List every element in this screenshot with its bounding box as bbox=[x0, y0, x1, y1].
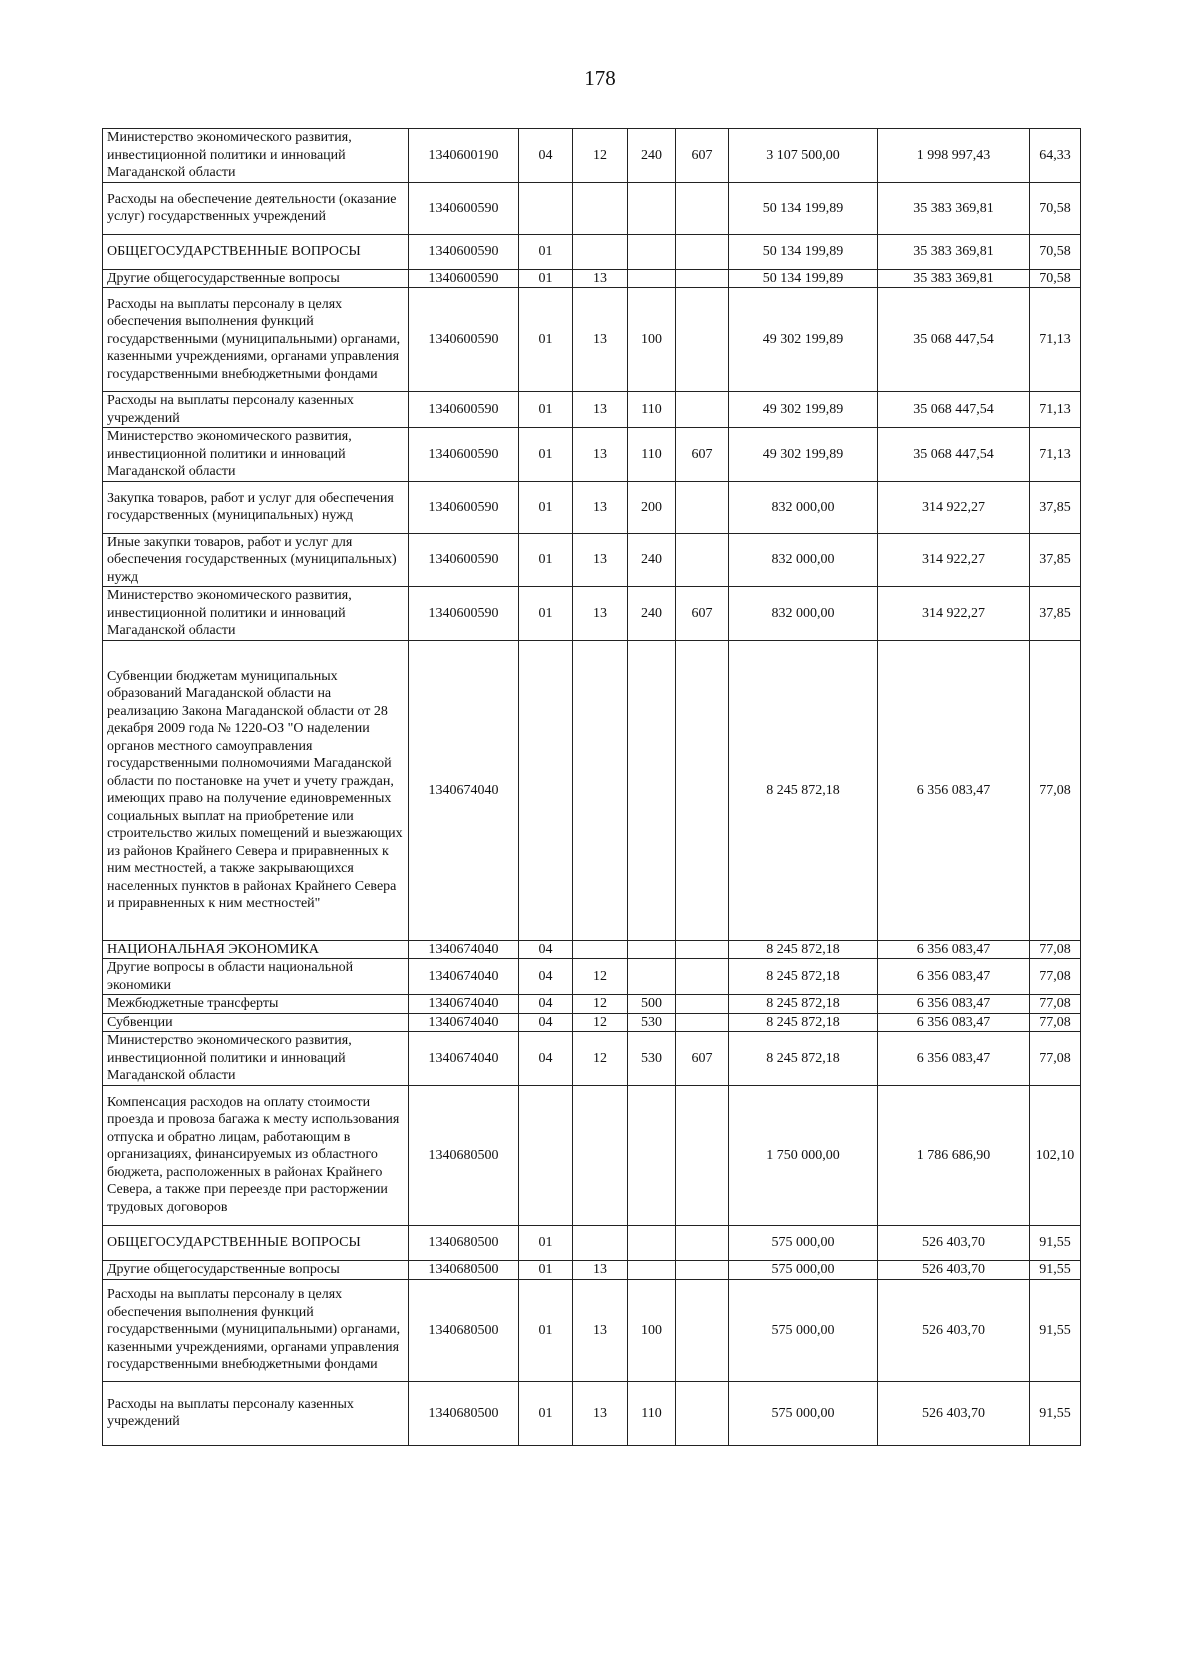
row-name: Министерство экономического развития, инвестиционной политики и инноваций Магаданской области bbox=[103, 587, 409, 641]
row-administrator: 607 bbox=[676, 1032, 729, 1086]
row-fact: 526 403,70 bbox=[878, 1225, 1030, 1260]
row-subsection bbox=[573, 182, 628, 234]
table-row bbox=[103, 940, 1081, 959]
row-fact: 526 403,70 bbox=[878, 1260, 1030, 1279]
row-target-article: 1340674040 bbox=[409, 1013, 519, 1032]
row-expense-type bbox=[628, 959, 676, 995]
row-section bbox=[519, 1085, 573, 1225]
row-administrator bbox=[676, 1279, 729, 1381]
row-percent: 91,55 bbox=[1030, 1381, 1081, 1445]
table-row bbox=[103, 533, 1081, 587]
row-plan: 8 245 872,18 bbox=[729, 959, 878, 995]
row-target-article: 1340600590 bbox=[409, 288, 519, 392]
row-subsection: 13 bbox=[573, 392, 628, 428]
row-expense-type: 240 bbox=[628, 587, 676, 641]
table-row bbox=[103, 428, 1081, 482]
row-percent: 71,13 bbox=[1030, 392, 1081, 428]
table-body bbox=[103, 129, 1081, 1446]
row-plan: 832 000,00 bbox=[729, 481, 878, 533]
row-percent: 77,08 bbox=[1030, 640, 1081, 940]
row-percent: 91,55 bbox=[1030, 1279, 1081, 1381]
row-administrator bbox=[676, 940, 729, 959]
row-plan: 50 134 199,89 bbox=[729, 269, 878, 288]
row-expense-type: 110 bbox=[628, 1381, 676, 1445]
row-expense-type: 100 bbox=[628, 288, 676, 392]
row-plan: 49 302 199,89 bbox=[729, 288, 878, 392]
row-expense-type bbox=[628, 940, 676, 959]
row-plan: 50 134 199,89 bbox=[729, 234, 878, 269]
row-plan: 49 302 199,89 bbox=[729, 428, 878, 482]
row-fact: 35 383 369,81 bbox=[878, 269, 1030, 288]
row-expense-type bbox=[628, 1225, 676, 1260]
row-expense-type: 240 bbox=[628, 129, 676, 183]
row-administrator bbox=[676, 995, 729, 1014]
row-percent: 91,55 bbox=[1030, 1225, 1081, 1260]
row-administrator bbox=[676, 288, 729, 392]
row-section: 01 bbox=[519, 1260, 573, 1279]
row-fact: 35 383 369,81 bbox=[878, 234, 1030, 269]
row-subsection bbox=[573, 1225, 628, 1260]
row-percent: 71,13 bbox=[1030, 428, 1081, 482]
row-plan: 575 000,00 bbox=[729, 1381, 878, 1445]
row-plan: 8 245 872,18 bbox=[729, 640, 878, 940]
row-plan: 8 245 872,18 bbox=[729, 940, 878, 959]
row-section: 01 bbox=[519, 533, 573, 587]
row-section: 04 bbox=[519, 1032, 573, 1086]
row-plan: 832 000,00 bbox=[729, 587, 878, 641]
row-administrator bbox=[676, 1085, 729, 1225]
row-fact: 314 922,27 bbox=[878, 587, 1030, 641]
row-administrator bbox=[676, 481, 729, 533]
row-administrator bbox=[676, 1013, 729, 1032]
row-administrator bbox=[676, 1381, 729, 1445]
row-subsection: 13 bbox=[573, 587, 628, 641]
row-percent: 37,85 bbox=[1030, 533, 1081, 587]
row-target-article: 1340674040 bbox=[409, 940, 519, 959]
row-fact: 6 356 083,47 bbox=[878, 640, 1030, 940]
row-subsection: 12 bbox=[573, 995, 628, 1014]
row-name: ОБЩЕГОСУДАРСТВЕННЫЕ ВОПРОСЫ bbox=[103, 234, 409, 269]
row-section: 01 bbox=[519, 392, 573, 428]
row-percent: 77,08 bbox=[1030, 959, 1081, 995]
row-plan: 8 245 872,18 bbox=[729, 1032, 878, 1086]
row-name: Компенсация расходов на оплату стоимости проезда и провоза багажа к месту использования отпуска и обратно лицам, работающим в организациях, финансируемых из областного бюджета, расположенных в районах Крайнего Севера, а также при переезде при расторжении трудовых договоров bbox=[103, 1085, 409, 1225]
row-percent: 64,33 bbox=[1030, 129, 1081, 183]
row-plan: 50 134 199,89 bbox=[729, 182, 878, 234]
table-row bbox=[103, 1085, 1081, 1225]
row-percent: 77,08 bbox=[1030, 940, 1081, 959]
row-target-article: 1340600590 bbox=[409, 481, 519, 533]
row-section bbox=[519, 640, 573, 940]
row-subsection: 13 bbox=[573, 1260, 628, 1279]
row-target-article: 1340680500 bbox=[409, 1279, 519, 1381]
row-fact: 526 403,70 bbox=[878, 1381, 1030, 1445]
row-expense-type: 530 bbox=[628, 1032, 676, 1086]
row-percent: 70,58 bbox=[1030, 182, 1081, 234]
row-expense-type bbox=[628, 234, 676, 269]
row-expense-type bbox=[628, 1260, 676, 1279]
row-administrator bbox=[676, 392, 729, 428]
table-row bbox=[103, 1260, 1081, 1279]
row-administrator bbox=[676, 182, 729, 234]
page-number: 178 bbox=[584, 66, 616, 90]
row-section: 01 bbox=[519, 481, 573, 533]
row-plan: 575 000,00 bbox=[729, 1225, 878, 1260]
row-administrator: 607 bbox=[676, 428, 729, 482]
row-name: Межбюджетные трансферты bbox=[103, 995, 409, 1014]
row-administrator bbox=[676, 1260, 729, 1279]
row-target-article: 1340680500 bbox=[409, 1260, 519, 1279]
table-row bbox=[103, 234, 1081, 269]
row-expense-type bbox=[628, 182, 676, 234]
row-fact: 1 998 997,43 bbox=[878, 129, 1030, 183]
row-subsection bbox=[573, 234, 628, 269]
row-expense-type bbox=[628, 269, 676, 288]
row-section: 01 bbox=[519, 587, 573, 641]
row-expense-type: 110 bbox=[628, 428, 676, 482]
row-plan: 1 750 000,00 bbox=[729, 1085, 878, 1225]
row-section: 01 bbox=[519, 234, 573, 269]
row-fact: 526 403,70 bbox=[878, 1279, 1030, 1381]
row-administrator bbox=[676, 959, 729, 995]
row-target-article: 1340674040 bbox=[409, 959, 519, 995]
row-percent: 102,10 bbox=[1030, 1085, 1081, 1225]
row-section: 01 bbox=[519, 1279, 573, 1381]
row-plan: 49 302 199,89 bbox=[729, 392, 878, 428]
row-plan: 832 000,00 bbox=[729, 533, 878, 587]
row-subsection: 12 bbox=[573, 1032, 628, 1086]
table-row bbox=[103, 995, 1081, 1014]
row-name: Расходы на выплаты персоналу казенных учреждений bbox=[103, 392, 409, 428]
row-expense-type: 240 bbox=[628, 533, 676, 587]
row-administrator bbox=[676, 640, 729, 940]
row-administrator bbox=[676, 533, 729, 587]
row-name: Закупка товаров, работ и услуг для обеспечения государственных (муниципальных) нужд bbox=[103, 481, 409, 533]
row-name: Министерство экономического развития, инвестиционной политики и инноваций Магаданской области bbox=[103, 428, 409, 482]
table-row bbox=[103, 640, 1081, 940]
row-fact: 6 356 083,47 bbox=[878, 959, 1030, 995]
row-name: Расходы на выплаты персоналу казенных учреждений bbox=[103, 1381, 409, 1445]
row-percent: 77,08 bbox=[1030, 1013, 1081, 1032]
row-fact: 6 356 083,47 bbox=[878, 1032, 1030, 1086]
row-section: 01 bbox=[519, 269, 573, 288]
row-name: Другие общегосударственные вопросы bbox=[103, 1260, 409, 1279]
row-percent: 37,85 bbox=[1030, 587, 1081, 641]
row-fact: 35 383 369,81 bbox=[878, 182, 1030, 234]
row-plan: 8 245 872,18 bbox=[729, 995, 878, 1014]
row-target-article: 1340680500 bbox=[409, 1085, 519, 1225]
row-expense-type: 110 bbox=[628, 392, 676, 428]
row-subsection: 13 bbox=[573, 481, 628, 533]
row-target-article: 1340600590 bbox=[409, 182, 519, 234]
row-target-article: 1340600590 bbox=[409, 269, 519, 288]
row-subsection: 13 bbox=[573, 533, 628, 587]
row-administrator bbox=[676, 269, 729, 288]
row-percent: 70,58 bbox=[1030, 269, 1081, 288]
row-fact: 35 068 447,54 bbox=[878, 428, 1030, 482]
table-row bbox=[103, 587, 1081, 641]
row-plan: 3 107 500,00 bbox=[729, 129, 878, 183]
row-name: Другие общегосударственные вопросы bbox=[103, 269, 409, 288]
row-subsection bbox=[573, 640, 628, 940]
row-target-article: 1340600590 bbox=[409, 587, 519, 641]
row-name: Субвенции bbox=[103, 1013, 409, 1032]
row-subsection: 13 bbox=[573, 1381, 628, 1445]
row-name: НАЦИОНАЛЬНАЯ ЭКОНОМИКА bbox=[103, 940, 409, 959]
row-subsection bbox=[573, 1085, 628, 1225]
table-row bbox=[103, 288, 1081, 392]
row-target-article: 1340674040 bbox=[409, 995, 519, 1014]
table-row bbox=[103, 1225, 1081, 1260]
table-row bbox=[103, 1279, 1081, 1381]
row-name: Субвенции бюджетам муниципальных образований Магаданской области на реализацию Закона Магаданской области от 28 декабря 2009 года № 1220-ОЗ "О наделении органов местного самоуправления государственными полномочиями Магаданской области по постановке на учет и учету граждан, имеющих право на получение единовременных социальных выплат на приобретение или строительство жилых помещений и выезжающих из районов Крайнего Севера и приравненных к ним местностей, а также закрывающихся населенных пунктов в районах Крайнего Севера и приравненных к ним местностей" bbox=[103, 640, 409, 940]
row-target-article: 1340600190 bbox=[409, 129, 519, 183]
row-plan: 575 000,00 bbox=[729, 1279, 878, 1381]
row-percent: 71,13 bbox=[1030, 288, 1081, 392]
row-target-article: 1340600590 bbox=[409, 428, 519, 482]
row-name: Иные закупки товаров, работ и услуг для обеспечения государственных (муниципальных) нужд bbox=[103, 533, 409, 587]
row-fact: 6 356 083,47 bbox=[878, 1013, 1030, 1032]
row-name: Расходы на выплаты персоналу в целях обеспечения выполнения функций государственными (муниципальными) органами, казенными учреждениями, органами управления государственными внебюджетными фондами bbox=[103, 288, 409, 392]
row-target-article: 1340680500 bbox=[409, 1225, 519, 1260]
row-expense-type bbox=[628, 1085, 676, 1225]
row-target-article: 1340600590 bbox=[409, 234, 519, 269]
row-name: Министерство экономического развития, инвестиционной политики и инноваций Магаданской области bbox=[103, 129, 409, 183]
row-administrator bbox=[676, 1225, 729, 1260]
row-section: 04 bbox=[519, 129, 573, 183]
row-fact: 314 922,27 bbox=[878, 481, 1030, 533]
row-target-article: 1340600590 bbox=[409, 392, 519, 428]
table-row bbox=[103, 1013, 1081, 1032]
row-name: Министерство экономического развития, инвестиционной политики и инноваций Магаданской области bbox=[103, 1032, 409, 1086]
row-section: 04 bbox=[519, 940, 573, 959]
row-percent: 70,58 bbox=[1030, 234, 1081, 269]
table-row bbox=[103, 1381, 1081, 1445]
row-section: 01 bbox=[519, 288, 573, 392]
row-expense-type: 530 bbox=[628, 1013, 676, 1032]
row-fact: 35 068 447,54 bbox=[878, 288, 1030, 392]
row-target-article: 1340680500 bbox=[409, 1381, 519, 1445]
row-expense-type: 200 bbox=[628, 481, 676, 533]
row-fact: 1 786 686,90 bbox=[878, 1085, 1030, 1225]
row-subsection bbox=[573, 940, 628, 959]
row-expense-type: 100 bbox=[628, 1279, 676, 1381]
row-percent: 77,08 bbox=[1030, 1032, 1081, 1086]
row-percent: 37,85 bbox=[1030, 481, 1081, 533]
budget-table bbox=[102, 128, 1081, 1446]
row-fact: 6 356 083,47 bbox=[878, 940, 1030, 959]
row-name: Расходы на обеспечение деятельности (оказание услуг) государственных учреждений bbox=[103, 182, 409, 234]
table-row bbox=[103, 959, 1081, 995]
row-fact: 35 068 447,54 bbox=[878, 392, 1030, 428]
row-subsection: 12 bbox=[573, 129, 628, 183]
row-section: 01 bbox=[519, 1381, 573, 1445]
row-subsection: 13 bbox=[573, 1279, 628, 1381]
row-subsection: 12 bbox=[573, 959, 628, 995]
row-administrator: 607 bbox=[676, 129, 729, 183]
row-section bbox=[519, 182, 573, 234]
row-expense-type bbox=[628, 640, 676, 940]
table-row bbox=[103, 269, 1081, 288]
row-subsection: 13 bbox=[573, 269, 628, 288]
row-administrator bbox=[676, 234, 729, 269]
row-section: 04 bbox=[519, 995, 573, 1014]
row-subsection: 13 bbox=[573, 428, 628, 482]
table-row bbox=[103, 481, 1081, 533]
row-percent: 91,55 bbox=[1030, 1260, 1081, 1279]
row-fact: 6 356 083,47 bbox=[878, 995, 1030, 1014]
row-percent: 77,08 bbox=[1030, 995, 1081, 1014]
row-section: 04 bbox=[519, 1013, 573, 1032]
row-plan: 8 245 872,18 bbox=[729, 1013, 878, 1032]
table-row bbox=[103, 182, 1081, 234]
row-name: Другие вопросы в области национальной экономики bbox=[103, 959, 409, 995]
row-administrator: 607 bbox=[676, 587, 729, 641]
row-fact: 314 922,27 bbox=[878, 533, 1030, 587]
row-target-article: 1340600590 bbox=[409, 533, 519, 587]
row-section: 01 bbox=[519, 1225, 573, 1260]
row-target-article: 1340674040 bbox=[409, 1032, 519, 1086]
row-target-article: 1340674040 bbox=[409, 640, 519, 940]
row-subsection: 13 bbox=[573, 288, 628, 392]
row-expense-type: 500 bbox=[628, 995, 676, 1014]
row-section: 04 bbox=[519, 959, 573, 995]
row-section: 01 bbox=[519, 428, 573, 482]
table-row bbox=[103, 392, 1081, 428]
row-name: Расходы на выплаты персоналу в целях обеспечения выполнения функций государственными (муниципальными) органами, казенными учреждениями, органами управления государственными внебюджетными фондами bbox=[103, 1279, 409, 1381]
row-subsection: 12 bbox=[573, 1013, 628, 1032]
table-row bbox=[103, 1032, 1081, 1086]
table-row bbox=[103, 129, 1081, 183]
row-plan: 575 000,00 bbox=[729, 1260, 878, 1279]
row-name: ОБЩЕГОСУДАРСТВЕННЫЕ ВОПРОСЫ bbox=[103, 1225, 409, 1260]
